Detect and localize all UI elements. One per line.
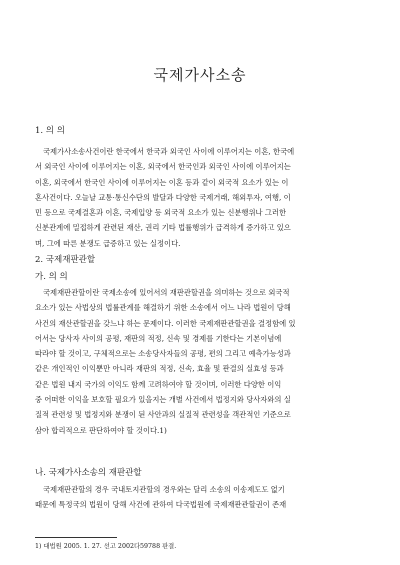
footnote: 1) 대법원 2005. 1. 27. 선고 2002다59788 판결. — [35, 543, 177, 550]
text-line: 어서는 당사자 사이의 공평, 재판의 적정, 신속 및 경제를 기한다는 기본이념에 — [35, 333, 282, 343]
text-line: 이혼, 외국에서 한국인 사이에 이루어지는 이혼 등과 같이 외국적 요소가 있는 이 — [35, 177, 289, 187]
section-heading-2: 2. 국제재판관할 — [35, 255, 96, 265]
subsection-heading-na: 나. 국제가사소송의 재판관할 — [35, 468, 142, 478]
text-line: 며, 그에 따른 분쟁도 급증하고 있는 실정이다. — [35, 238, 181, 248]
text-line: 때문에 특정국의 법원이 당해 사건에 관하여 다국법원에 국제재판관할권이 존재 — [35, 500, 287, 510]
paragraph-jurisdiction — [35, 285, 376, 438]
text-line: 같은 개인적인 이익뿐만 아니라 재판의 적정, 신속, 효율 및 판결의 실효성 등과 — [35, 364, 284, 374]
section-heading-1: 1. 의 의 — [35, 126, 65, 136]
paragraph-definition — [35, 144, 376, 251]
text-line: 요소가 있는 사법상의 법률관계를 해결하기 위한 소송에서 어느 나라 법원이 당해 — [35, 303, 291, 313]
text-line: 같은 법원 내지 국가의 이익도 함께 고려하여야 할 것이며, 이러한 다양한 이익 — [35, 379, 282, 389]
text-line: 서 외국인 사이에 이루어지는 이혼, 외국에서 한국인과 외국인 사이에 이루어지는 — [35, 162, 291, 172]
text-line: 따라야 할 것이고, 구체적으로는 소송당사자들의 공평, 편의 그리고 예측가능성과 — [35, 349, 291, 359]
text-line: 사건의 재산관할권을 갖느냐 하는 문제이다. 이러한 국제재판관할권을 결정함에 있 — [35, 318, 296, 328]
document-title: 국제가사소송 — [153, 66, 247, 84]
paragraph-family-jurisdiction — [35, 482, 376, 513]
text-line: 삼아 합리적으로 판단하여야 할 것이다.1) — [35, 425, 167, 435]
text-line: 국제재판관할의 경우 국내토지관할의 경우와는 달리 소송의 이송제도도 없기 — [43, 485, 285, 494]
footnote-divider — [35, 537, 117, 538]
text-line: 국제가사소송사건이란 한국에서 한국과 외국인 사이에 이루어지는 이혼, 한국에 — [43, 147, 295, 156]
text-line: 민 등으로 국제결혼과 이혼, 국제입양 등 외국적 요소가 있는 신분행위나 그러한 — [35, 208, 287, 218]
text-line: 질적 관련성 및 법정지와 분쟁이 된 사안과의 실질적 관련성을 객관적인 기준으로 — [35, 410, 291, 420]
text-line: 중 어떠한 이익을 보호할 필요가 있을지는 개별 사건에서 법정지와 당사자와의 실 — [35, 395, 291, 405]
subsection-heading-ga: 가. 의 의 — [35, 272, 68, 282]
text-line: 국제재판관할이란 국제소송에 있어서의 재판관할권을 의미하는 것으로 외국적 — [43, 288, 290, 297]
text-line: 신분관계에 밀접하게 관련된 재산, 권리 기타 법률행위가 급격하게 증가하고 있으 — [35, 223, 291, 233]
text-line: 혼사건이다. 오늘날 교통·통신수단의 발달과 다양한 국제거래, 해외투자, 여행, 이 — [35, 192, 291, 202]
